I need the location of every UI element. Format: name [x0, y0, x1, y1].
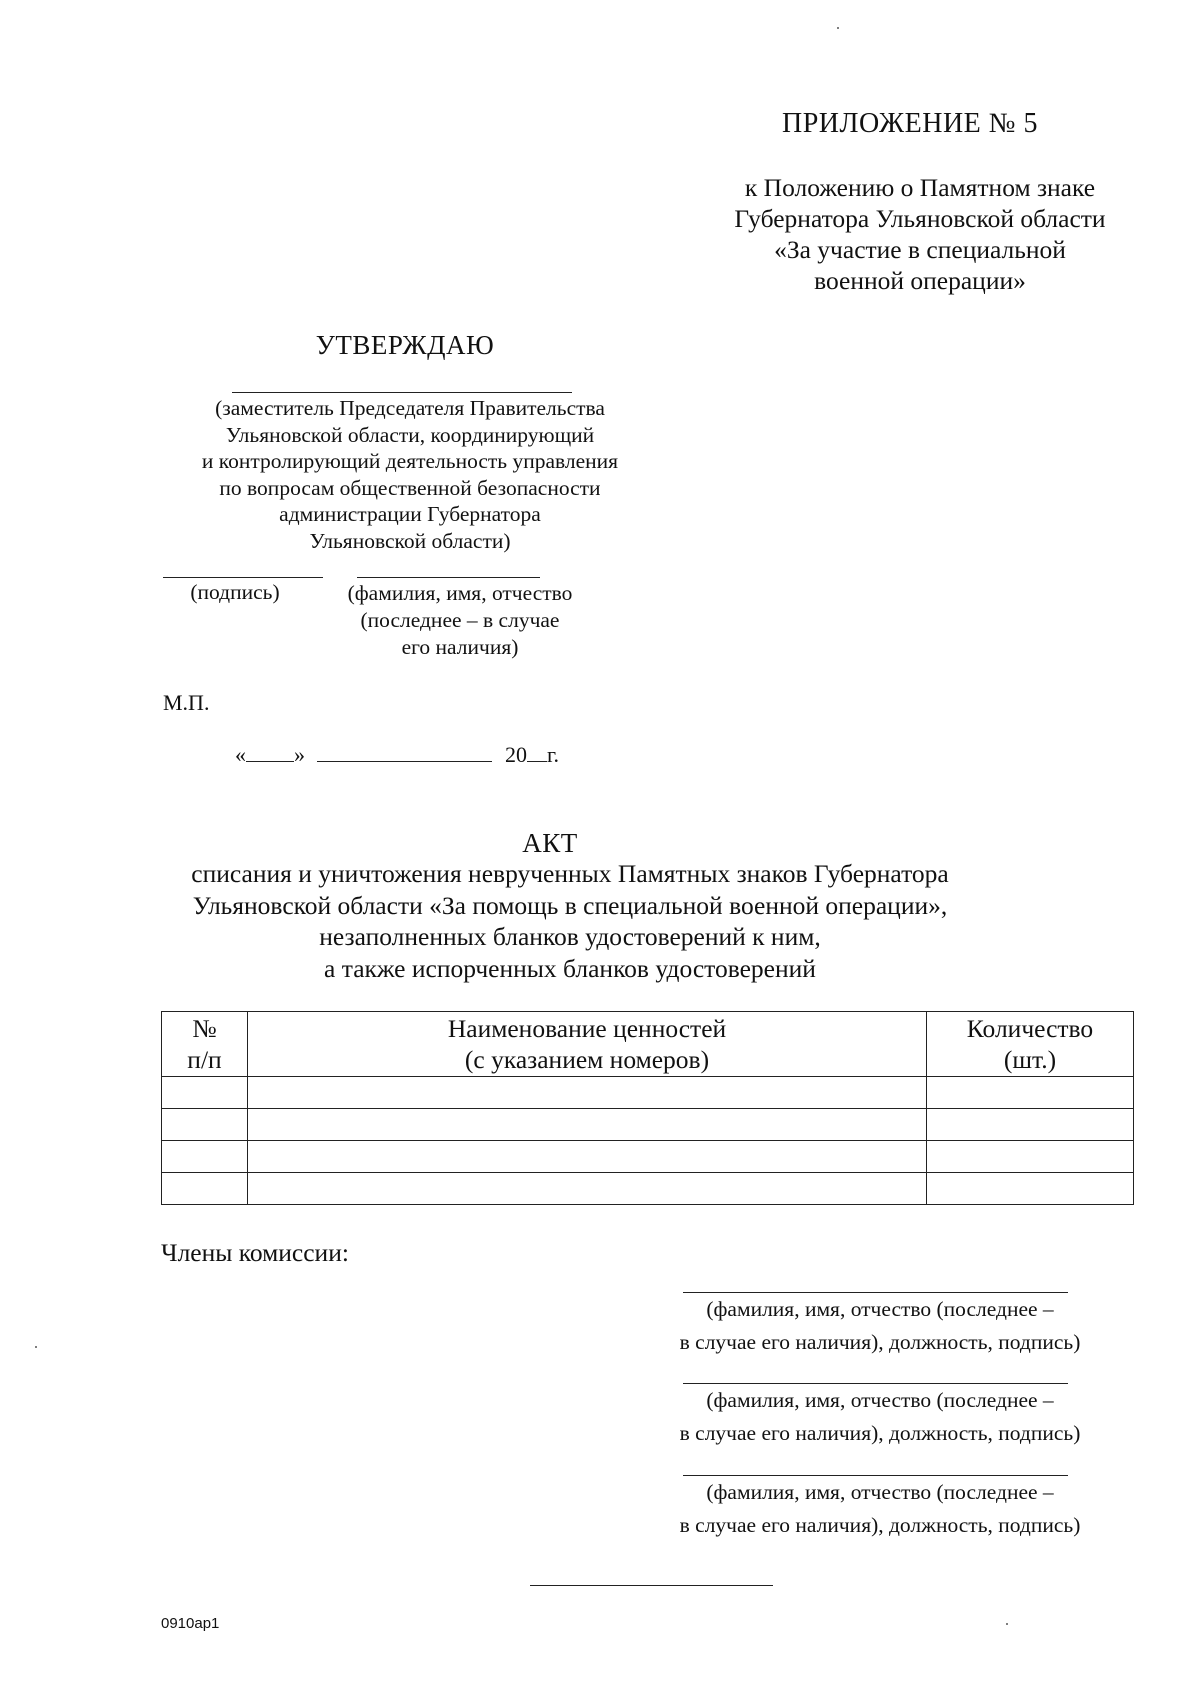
act-subtitle-line: Ульяновской области «За помощь в специальной военной операции», [192, 890, 948, 920]
table-cell[interactable] [927, 1141, 1134, 1173]
header-number-line: п/п [187, 1045, 222, 1074]
table-cell[interactable] [162, 1077, 248, 1109]
header-item-name [248, 1012, 927, 1077]
month-blank [317, 743, 492, 762]
table-cell[interactable] [927, 1173, 1134, 1205]
date-open-quote: « [235, 742, 246, 767]
member-caption-line: в случае его наличия), должность, подпись) [679, 1513, 1081, 1537]
member-caption-line: (фамилия, имя, отчество (последнее – [706, 1388, 1054, 1412]
approver-description [150, 395, 670, 554]
approver-line: (заместитель Председателя Правительства [215, 396, 605, 420]
act-title: АКТ [522, 828, 578, 858]
act-subtitle-line: списания и уничтожения неврученных Памятных знаков Губернатора [191, 859, 949, 888]
table-row [162, 1173, 1134, 1205]
act-subtitle [180, 858, 960, 984]
header-number-line: № [192, 1014, 217, 1043]
year-prefix: 20 [505, 742, 527, 767]
day-blank [246, 743, 294, 762]
commission-label: Члены комиссии: [161, 1238, 349, 1267]
member-caption-line: в случае его наличия), должность, подпись) [679, 1421, 1081, 1445]
approver-line: администрации Губернатора [279, 502, 541, 526]
full-name-label-line: его наличия) [401, 635, 519, 659]
approval-date [235, 742, 595, 768]
document-code: 0910ар1 [161, 1615, 220, 1632]
header-quantity-line: Количество [966, 1014, 1094, 1043]
scan-speck [1006, 1623, 1008, 1625]
appendix-ref-line: к Положению о Памятном знаке [744, 173, 1096, 202]
table-cell[interactable] [162, 1141, 248, 1173]
header-number [162, 1012, 248, 1077]
approver-line: Ульяновской области, координирующий [225, 422, 595, 447]
member-caption-line: в случае его наличия), должность, подпись) [679, 1330, 1081, 1354]
appendix-ref-line: «За участие в специальной [774, 235, 1066, 264]
values-table [161, 1011, 1134, 1205]
full-name-label-line: (фамилия, имя, отчество [347, 581, 573, 605]
header-item-name-line: Наименование ценностей [447, 1014, 727, 1043]
act-subtitle-line: незаполненных бланков удостоверений к ним, [319, 922, 821, 951]
member-caption-line: (фамилия, имя, отчество (последнее – [706, 1297, 1054, 1321]
scan-speck [35, 1346, 37, 1348]
table-cell[interactable] [927, 1109, 1134, 1141]
year-suffix: г. [547, 742, 560, 767]
appendix-ref-line: Губернатора Ульяновской области [734, 204, 1106, 233]
table-cell[interactable] [248, 1109, 927, 1141]
appendix-reference [690, 172, 1150, 296]
signature-label: (подпись) [190, 580, 280, 604]
approver-title-line [232, 392, 572, 393]
table-header-row [162, 1012, 1134, 1077]
year-blank [527, 743, 547, 762]
table-cell[interactable] [248, 1173, 927, 1205]
stamp-place-label: М.П. [163, 690, 210, 715]
table-cell[interactable] [162, 1173, 248, 1205]
member-caption [630, 1293, 1130, 1359]
table-cell[interactable] [162, 1109, 248, 1141]
table-cell[interactable] [248, 1141, 927, 1173]
table-row [162, 1109, 1134, 1141]
header-quantity-line: (шт.) [1003, 1045, 1057, 1074]
table-cell[interactable] [248, 1077, 927, 1109]
table-cell[interactable] [927, 1077, 1134, 1109]
header-item-name-line: (с указанием номеров) [464, 1045, 710, 1074]
header-quantity [927, 1012, 1134, 1077]
signature-line [163, 577, 323, 578]
full-name-line [357, 577, 540, 578]
full-name-label [320, 580, 600, 661]
approver-line: и контролирующий деятельность управления [201, 449, 619, 473]
approver-line: по вопросам общественной безопасности [219, 475, 601, 500]
end-separator-line [530, 1585, 773, 1586]
table-row [162, 1141, 1134, 1173]
scan-speck [837, 27, 839, 29]
date-close-quote: » [294, 742, 305, 767]
appendix-ref-line: военной операции» [814, 266, 1026, 295]
member-caption [630, 1476, 1130, 1542]
approval-heading: УТВЕРЖДАЮ [315, 330, 495, 360]
act-subtitle-line: а также испорченных бланков удостоверений [324, 953, 816, 983]
member-caption-line: (фамилия, имя, отчество (последнее – [706, 1480, 1054, 1504]
member-caption [630, 1384, 1130, 1450]
appendix-title: ПРИЛОЖЕНИЕ № 5 [782, 108, 1038, 139]
full-name-label-line: (последнее – в случае [360, 608, 560, 632]
table-row [162, 1077, 1134, 1109]
approver-line: Ульяновской области) [309, 528, 511, 553]
